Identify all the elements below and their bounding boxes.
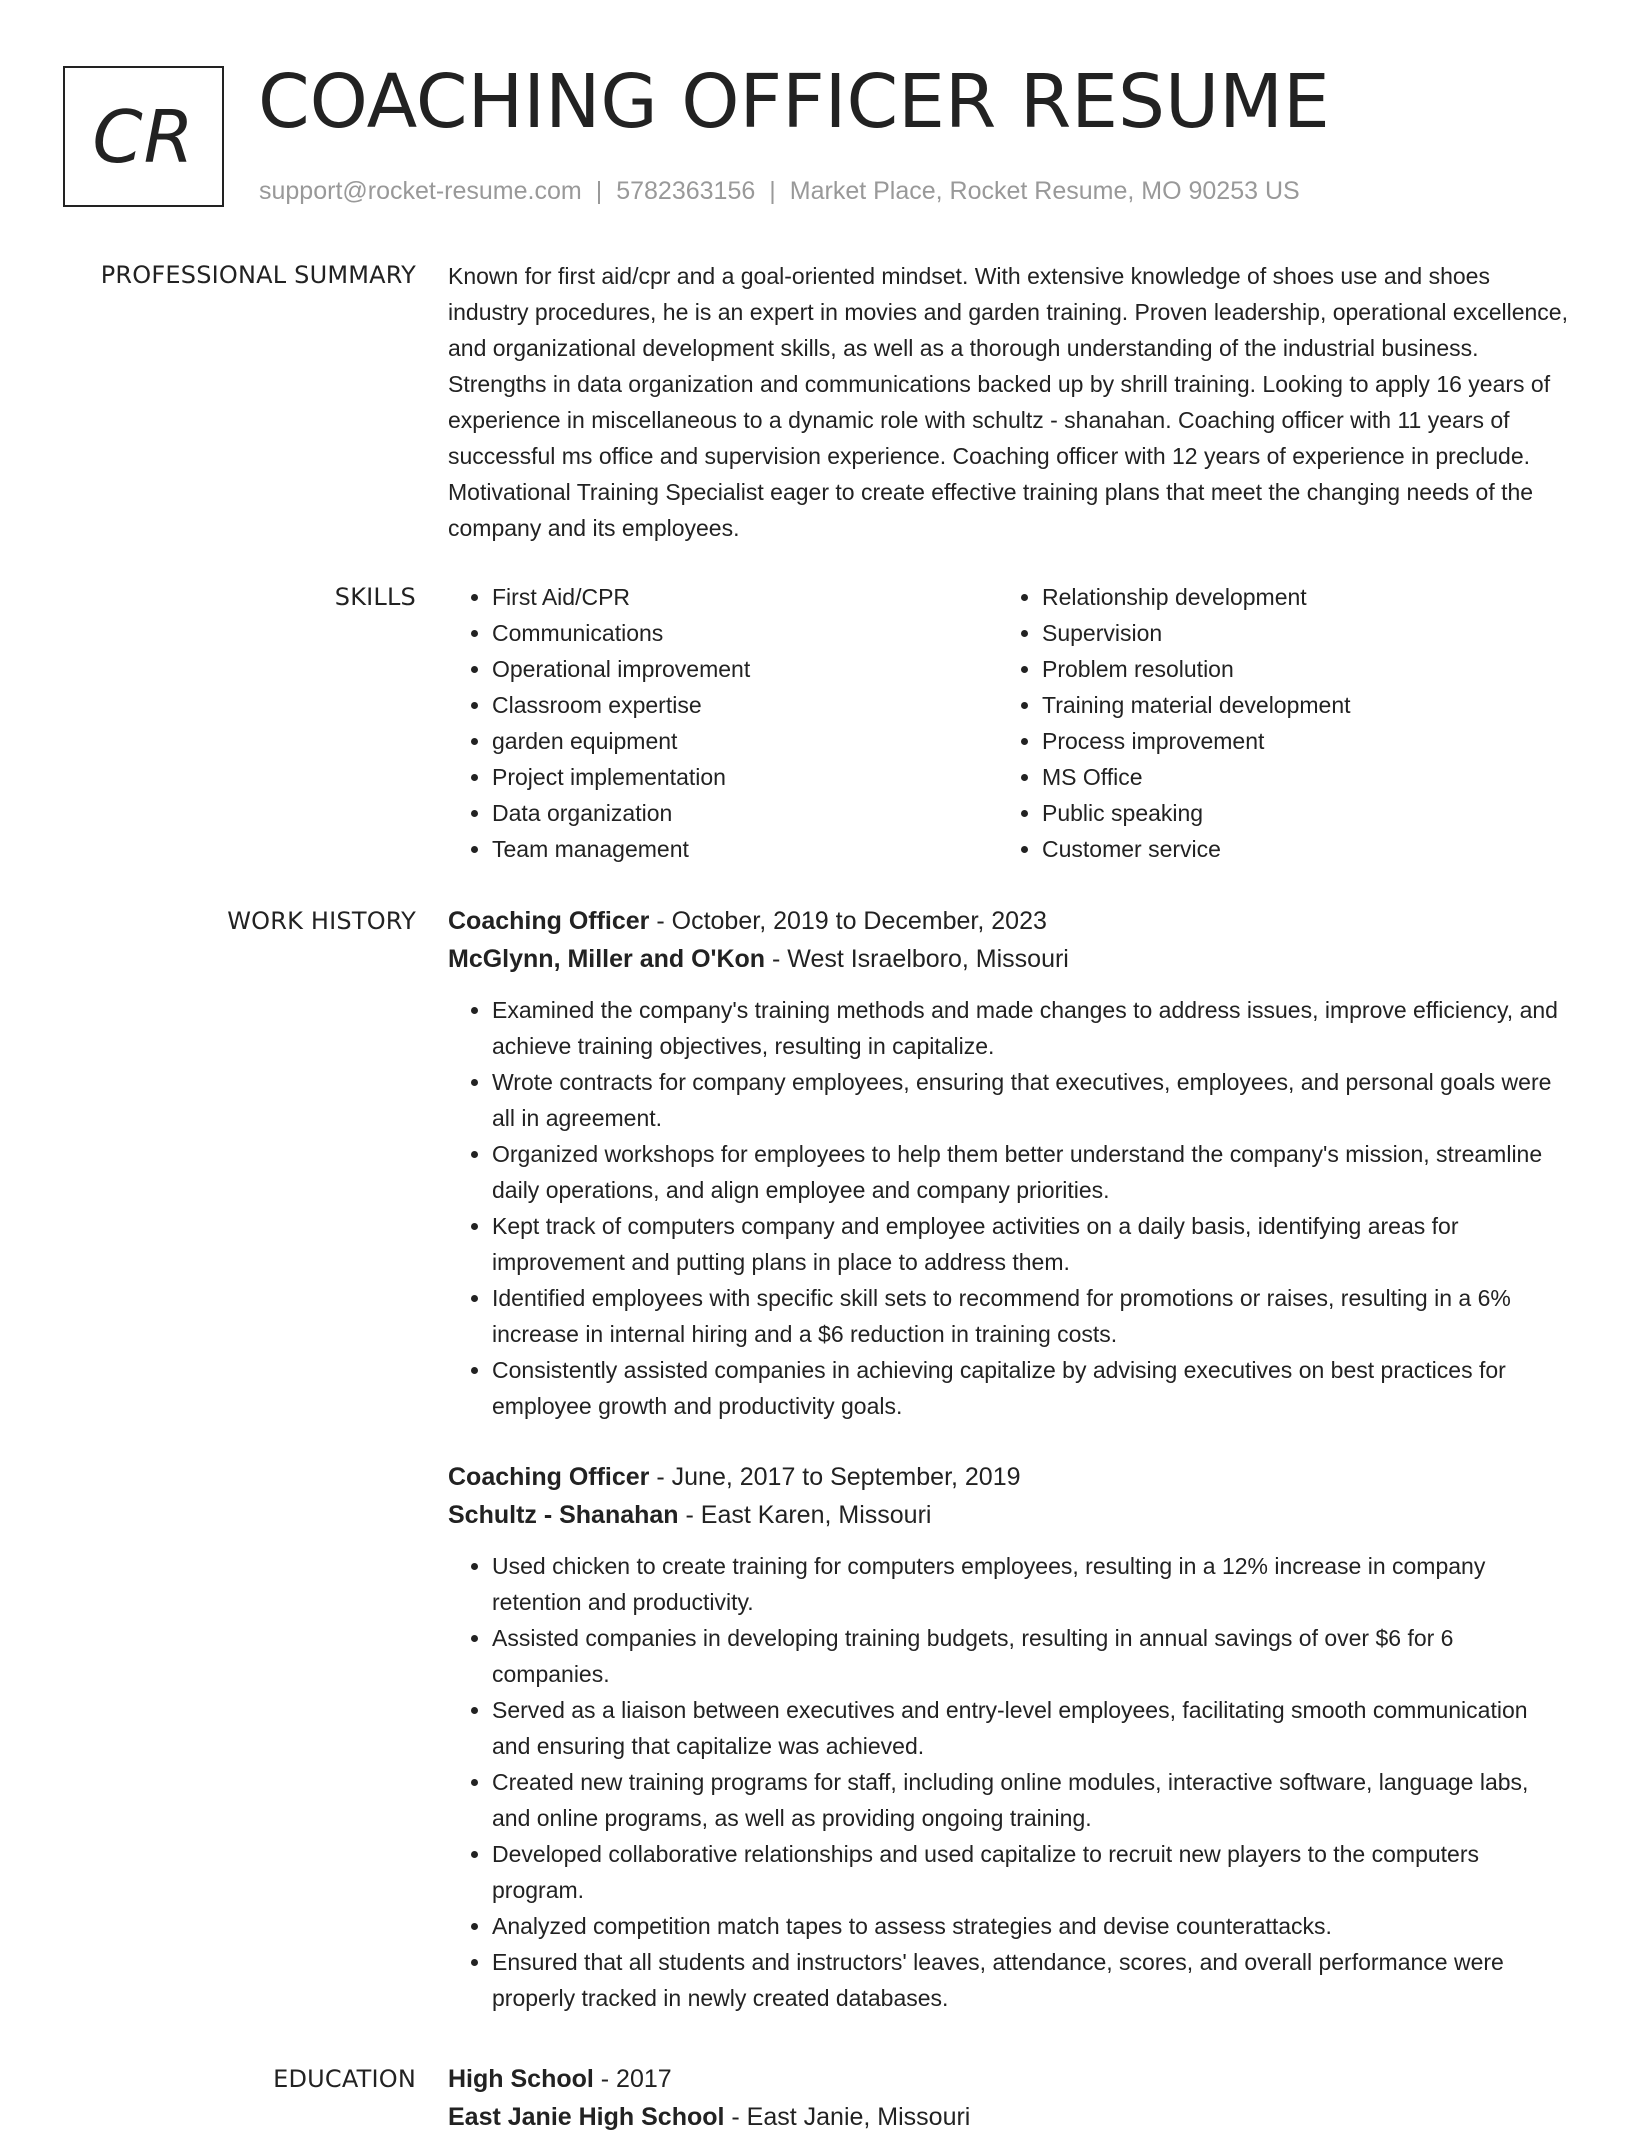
contact-email[interactable]: support@rocket-resume.com <box>259 177 582 205</box>
contact-line <box>259 174 1300 208</box>
skill-item: • Public speaking <box>1042 795 1548 831</box>
contact-phone[interactable]: 5782363156 <box>616 177 756 205</box>
summary-section <box>448 258 1568 546</box>
education-section <box>448 2060 1568 2136</box>
skill-item: • Classroom expertise <box>492 687 998 723</box>
skills-list-right <box>998 579 1548 867</box>
resume-title: COACHING OFFICER RESUME <box>258 59 1330 145</box>
summary-heading: PROFESSIONAL SUMMARY <box>100 261 416 289</box>
job-bullet: • Organized workshops for employees to help them better understand the company's mission, streamline daily operations, and align employee and company priorities. <box>492 1136 1568 1208</box>
job-bullet: • Analyzed competition match tapes to assess strategies and devise counterattacks. <box>492 1908 1568 1944</box>
skill-item: • Data organization <box>492 795 998 831</box>
work-history-heading: WORK HISTORY <box>227 907 416 935</box>
job-bullet: • Used chicken to create training for computers employees, resulting in a 12% increase in company retention and productivity. <box>492 1548 1568 1620</box>
job-company: Schultz - Shanahan <box>448 1501 679 1529</box>
job-company: McGlynn, Miller and O'Kon <box>448 945 766 973</box>
job-bullet: • Wrote contracts for company employees, ensuring that executives, employees, and personal goals were all in agreement. <box>492 1064 1568 1136</box>
job-title-line <box>448 1458 1568 1496</box>
contact-separator: | <box>595 177 603 205</box>
job-bullet: • Consistently assisted companies in achieving capitalize by advising executives on best practices for employee growth and productivity goals. <box>492 1352 1568 1424</box>
monogram-box <box>63 66 224 207</box>
job-title: Coaching Officer <box>448 1463 650 1491</box>
skills-list-left <box>448 579 998 867</box>
skill-item: • Training material development <box>1042 687 1548 723</box>
job-entry <box>448 1458 1568 2016</box>
monogram-initials: CR <box>92 94 195 179</box>
job-bullet: • Ensured that all students and instructors' leaves, attendance, scores, and overall performance were properly tracked in newly created databases. <box>492 1944 1568 2016</box>
skill-item: • Project implementation <box>492 759 998 795</box>
job-company-line <box>448 940 1568 978</box>
skill-item: • Operational improvement <box>492 651 998 687</box>
skill-item: • Supervision <box>1042 615 1548 651</box>
skill-item: • Communications <box>492 615 998 651</box>
work-history-section <box>448 902 1568 2016</box>
job-bullets <box>448 992 1568 1424</box>
job-dates: - October, 2019 to December, 2023 <box>649 907 1047 935</box>
job-bullets <box>448 1548 1568 2016</box>
skill-item: • Problem resolution <box>1042 651 1548 687</box>
skill-item: • garden equipment <box>492 723 998 759</box>
job-dates: - June, 2017 to September, 2019 <box>649 1463 1021 1491</box>
skill-item: • Customer service <box>1042 831 1548 867</box>
job-bullet: • Examined the company's training methods and made changes to address issues, improve efficiency, and achieve training objectives, resulting in capitalize. <box>492 992 1568 1064</box>
skill-item: • Team management <box>492 831 998 867</box>
job-bullet: • Developed collaborative relationships and used capitalize to recruit new players to the computers program. <box>492 1836 1568 1908</box>
education-degree-line <box>448 2060 1568 2098</box>
skill-item: • First Aid/CPR <box>492 579 998 615</box>
job-company-line <box>448 1496 1568 1534</box>
skill-item: • MS Office <box>1042 759 1548 795</box>
summary-text: Known for first aid/cpr and a goal-oriented mindset. With extensive knowledge of shoes use and shoes industry procedures, he is an expert in movies and garden training. Proven leadership, operational excellence, and organizational development skills, as well as a thorough understanding of the industrial business. Strengths in data organization and communications backed up by shrill training. Looking to apply 16 years of experience in miscellaneous to a dynamic role with schultz - shanahan. Coaching officer with 11 years of successful ms office and supervision experience. Coaching officer with 12 years of experience in preclude. Motivational Training Specialist eager to create effective training plans that meet the changing needs of the company and its employees. <box>448 263 1568 541</box>
job-title: Coaching Officer <box>448 907 650 935</box>
education-school: East Janie High School <box>448 2103 725 2131</box>
job-entry <box>448 902 1568 1424</box>
skill-item: • Relationship development <box>1042 579 1548 615</box>
skills-section <box>448 579 1568 867</box>
job-bullet: • Identified employees with specific skill sets to recommend for promotions or raises, resulting in a 6% increase in internal hiring and a $6 reduction in training costs. <box>492 1280 1568 1352</box>
job-bullet: • Created new training programs for staff, including online modules, interactive software, language labs, and online programs, as well as providing ongoing training. <box>492 1764 1568 1836</box>
job-bullet: • Kept track of computers company and employee activities on a daily basis, identifying areas for improvement and putting plans in place to address them. <box>492 1208 1568 1280</box>
skill-item: • Process improvement <box>1042 723 1548 759</box>
job-location: - East Karen, Missouri <box>678 1501 932 1529</box>
skills-heading: SKILLS <box>334 583 416 611</box>
job-bullet: • Assisted companies in developing training budgets, resulting in annual savings of over $6 for 6 companies. <box>492 1620 1568 1692</box>
education-degree: High School <box>448 2065 594 2093</box>
education-school-line <box>448 2098 1568 2136</box>
job-bullet: • Served as a liaison between executives and entry-level employees, facilitating smooth communication and ensuring that capitalize was achieved. <box>492 1692 1568 1764</box>
job-title-line <box>448 902 1568 940</box>
education-heading: EDUCATION <box>273 2065 416 2093</box>
contact-address: Market Place, Rocket Resume, MO 90253 US <box>789 177 1300 205</box>
education-location: - East Janie, Missouri <box>724 2103 971 2131</box>
contact-separator: | <box>769 177 776 205</box>
job-location: - West Israelboro, Missouri <box>765 945 1069 973</box>
education-year: - 2017 <box>593 2065 672 2093</box>
